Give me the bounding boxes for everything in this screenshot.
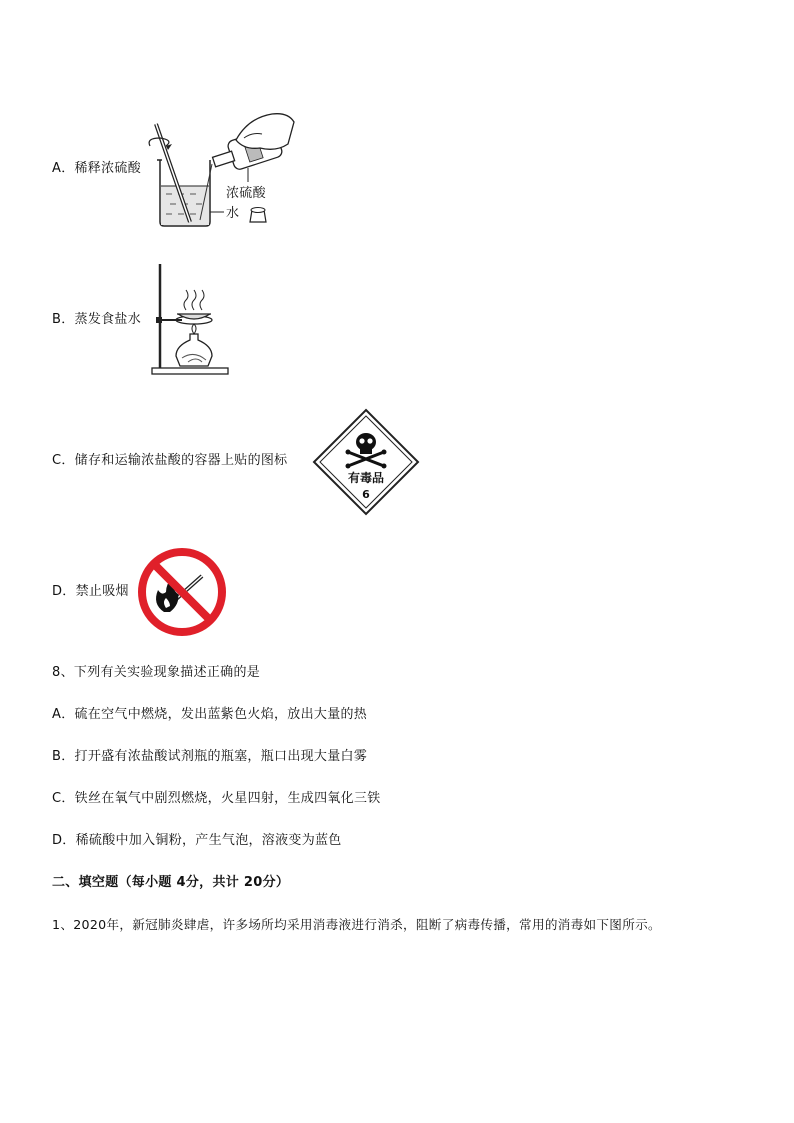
- section-2-title: 二、填空题（每小题 4分，共计 20分）: [52, 875, 290, 890]
- toxic-sign-text: 有毒品: [347, 471, 385, 485]
- fill-question-1-stem: 1、2020年，新冠肺炎肆虐，许多场所均采用消毒液进行消杀，阻断了病毒传播，常用的消毒如下图所示。: [52, 917, 661, 932]
- q8-option-c: C．铁丝在氧气中剧烈燃烧，火星四射，生成四氧化三铁: [52, 791, 381, 806]
- toxic-sign-class: 6: [362, 488, 370, 501]
- question-8-stem: 8、下列有关实验现象描述正确的是: [52, 665, 261, 680]
- option-b-text: B．蒸发食盐水: [52, 312, 142, 327]
- toxic-sign-figure: [312, 408, 420, 516]
- option-d-text: D．禁止吸烟: [52, 584, 129, 599]
- evaporate-salt-water-figure: [150, 262, 232, 378]
- concentrated-sulfuric-acid-label: 浓硫酸: [226, 186, 266, 201]
- no-smoking-sign-figure: [136, 546, 228, 638]
- q8-option-a: A．硫在空气中燃烧，发出蓝紫色火焰，放出大量的热: [52, 707, 368, 722]
- q8-option-d: D．稀硫酸中加入铜粉，产生气泡，溶液变为蓝色: [52, 833, 342, 848]
- option-c-text: C．储存和运输浓盐酸的容器上贴的图标: [52, 453, 288, 468]
- option-a-text: A．稀释浓硫酸: [52, 161, 141, 176]
- q8-option-b: B．打开盛有浓盐酸试剂瓶的瓶塞，瓶口出现大量白雾: [52, 749, 368, 764]
- water-label: 水: [226, 206, 240, 221]
